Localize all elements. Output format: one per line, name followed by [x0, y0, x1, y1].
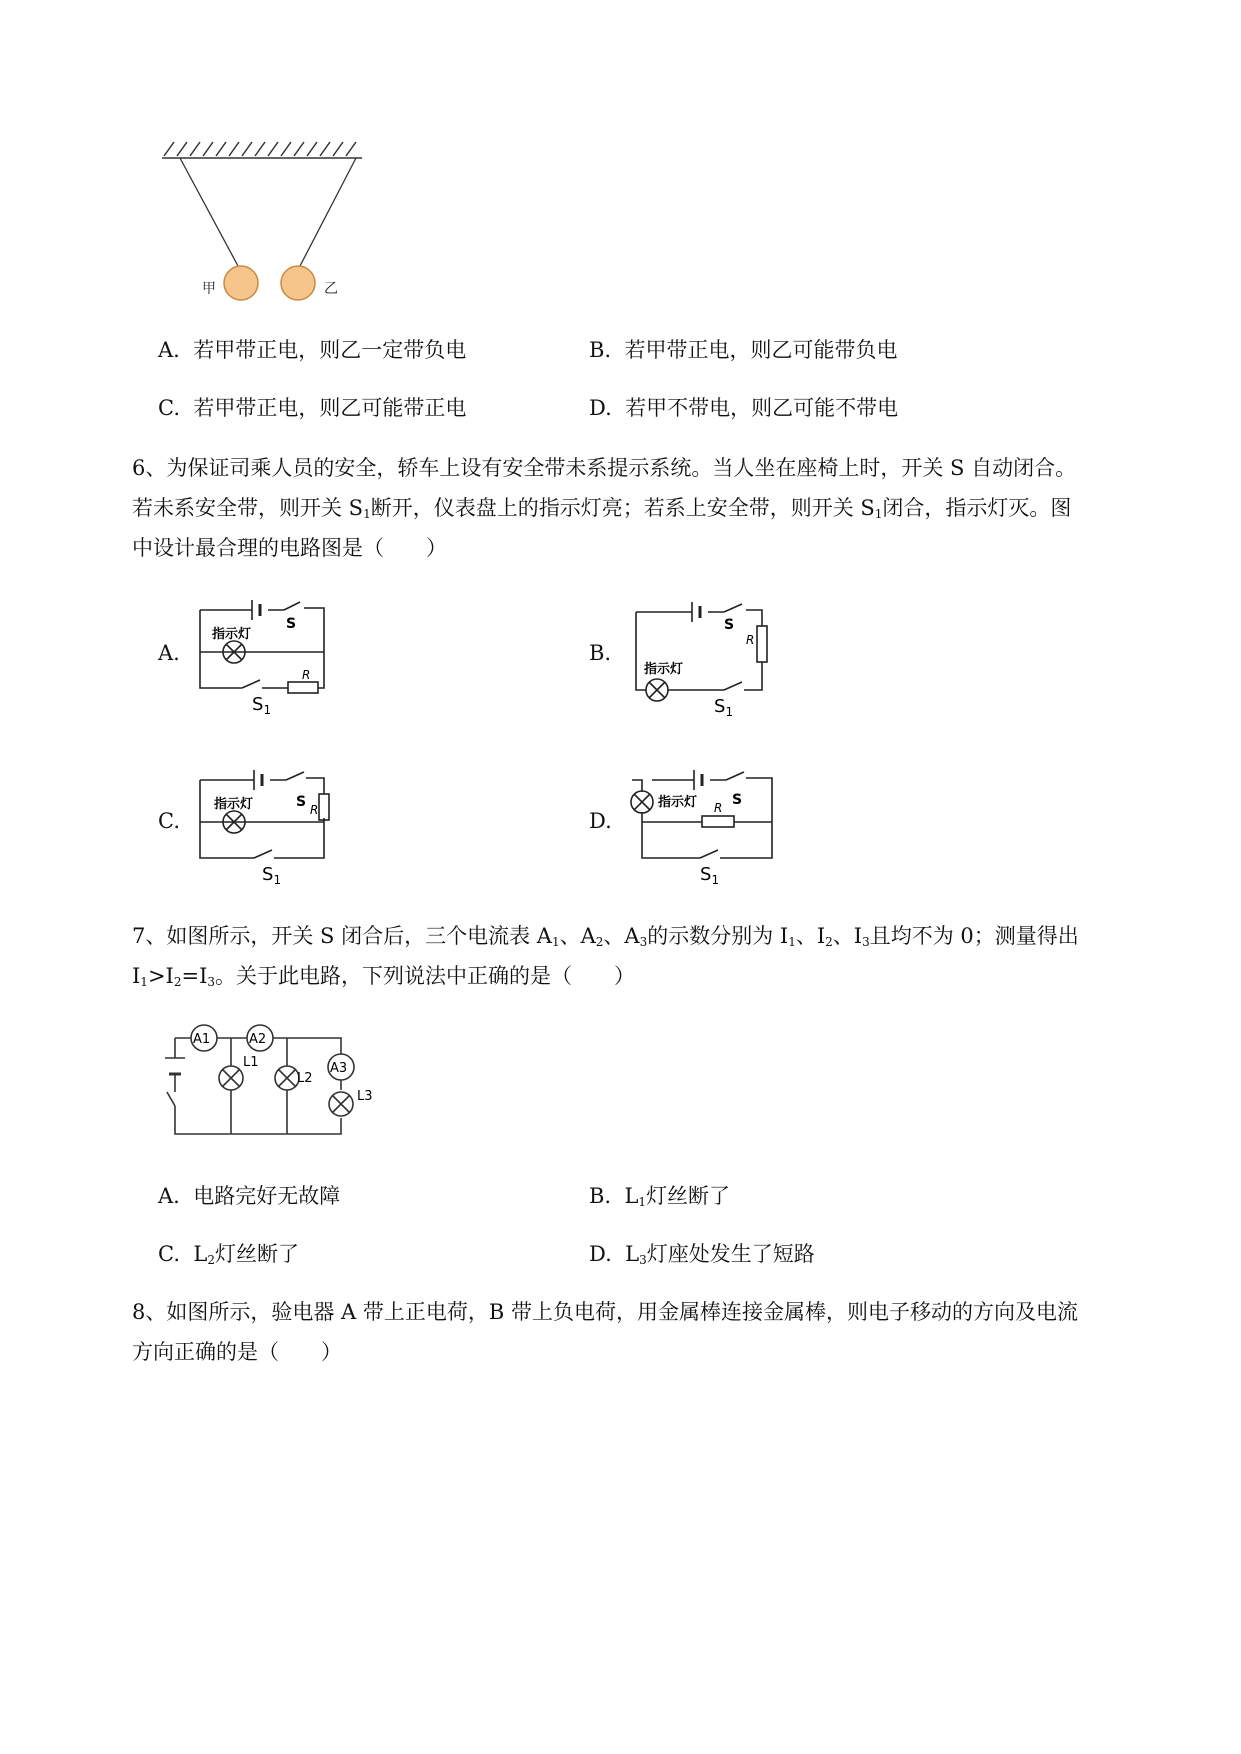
- q6-line-2: 若未系安全带，则开关 $S_1$断开，仪表盘上的指示灯亮；若系上安全带，则开关 $S_1$闭合，指示灯灭。图: [132, 496, 1072, 521]
- q6-line-3: 中设计最合理的电路图是（ ）: [132, 536, 447, 560]
- option-text: 若甲带正电，则乙一定带负电: [193, 338, 467, 362]
- q6-line-1: 6、为保证司乘人员的安全，轿车上设有安全带未系提示系统。当人坐在座椅上时，开关 S 自动闭合。: [132, 456, 1077, 480]
- switch-s-label: S: [286, 616, 297, 632]
- lamp-label: 指示灯: [212, 627, 252, 642]
- lamp-l2-label: L2: [297, 1071, 313, 1086]
- question-6: [132, 448, 1092, 568]
- lamp-label: 指示灯: [644, 662, 684, 677]
- circuit-d: [620, 764, 780, 888]
- resistor-label: R: [302, 668, 311, 682]
- switch-s-label: S: [296, 794, 307, 810]
- switch-s1-label: $S_1$: [714, 696, 734, 719]
- q7-line-1: 7、如图所示，开关 S 闭合后，三个电流表 $A_1$、$A_2$、$A_3$的示数分别为 $I_1$、$I_2$、$I_3$且均不为 0；测量得出: [132, 924, 1079, 949]
- q6-option-a-letter: A.: [158, 641, 180, 665]
- circuit-b: [628, 596, 778, 720]
- lamp-l1-label: L1: [243, 1055, 259, 1070]
- ceiling-hatch: [162, 142, 362, 158]
- thread-left: [180, 158, 238, 266]
- resistor-label: R: [714, 801, 723, 815]
- lamp-label: 指示灯: [658, 795, 698, 810]
- lamp-label: 指示灯: [214, 797, 254, 812]
- option-letter: D.: [589, 396, 612, 420]
- q7-option-d: D. $L_3$灯座处发生了短路: [589, 1242, 815, 1267]
- ammeter-a2-label: A2: [249, 1032, 267, 1047]
- option-letter: B.: [589, 338, 612, 362]
- option-letter: C.: [158, 396, 180, 420]
- ball-yi-label: 乙: [324, 281, 338, 297]
- lamp-l3-label: L3: [357, 1089, 373, 1104]
- switch-s-label: S: [724, 617, 735, 633]
- q8-line-1: 8、如图所示，验电器 A 带上正电荷，B 带上负电荷，用金属棒连接金属棒，则电子移动的方向及电流: [132, 1300, 1078, 1324]
- resistor-label: R: [310, 803, 319, 817]
- option-text: 若甲带正电，则乙可能带正电: [193, 396, 467, 420]
- q6-option-d-letter: D.: [589, 809, 612, 833]
- thread-right: [300, 158, 356, 266]
- circuit-c: [190, 764, 340, 888]
- ammeter-a3-label: A3: [330, 1061, 348, 1076]
- ammeter-a1-label: A1: [193, 1032, 211, 1047]
- ball-jia: [224, 266, 258, 300]
- q5-option-d: [589, 393, 898, 423]
- switch-s1-label: $S_1$: [700, 864, 720, 887]
- ball-yi: [281, 266, 315, 300]
- switch-s-label: S: [732, 792, 743, 808]
- q8-line-2: 方向正确的是（ ）: [132, 1340, 342, 1364]
- q5-option-b: [589, 335, 897, 365]
- question-8: [132, 1292, 1092, 1372]
- q7-line-2: $I_1>I_2=I_3$。关于此电路，下列说法中正确的是（ ）: [132, 964, 636, 989]
- option-text: 若甲带正电，则乙可能带负电: [624, 338, 898, 362]
- q5-option-c: [158, 393, 466, 423]
- ball-jia-label: 甲: [202, 281, 216, 297]
- ammeter-circuit-figure: [155, 1020, 385, 1140]
- circuit-a: [190, 596, 340, 718]
- q6-option-b-letter: B.: [589, 641, 612, 665]
- question-7: [132, 916, 1092, 996]
- q7-option-c: C. $L_2$灯丝断了: [158, 1242, 299, 1267]
- switch-s1-label: $S_1$: [252, 694, 272, 717]
- q5-option-a: [158, 335, 466, 365]
- resistor-label: R: [746, 633, 755, 647]
- option-text: 若甲不带电，则乙可能不带电: [625, 396, 899, 420]
- q7-option-a: A. 电路完好无故障: [158, 1184, 341, 1208]
- switch-s1-label: $S_1$: [262, 864, 282, 887]
- option-letter: A.: [158, 338, 180, 362]
- q7-option-b: B. $L_1$灯丝断了: [589, 1184, 731, 1209]
- hanging-balls-figure: [160, 138, 380, 318]
- q6-option-c-letter: C.: [158, 809, 180, 833]
